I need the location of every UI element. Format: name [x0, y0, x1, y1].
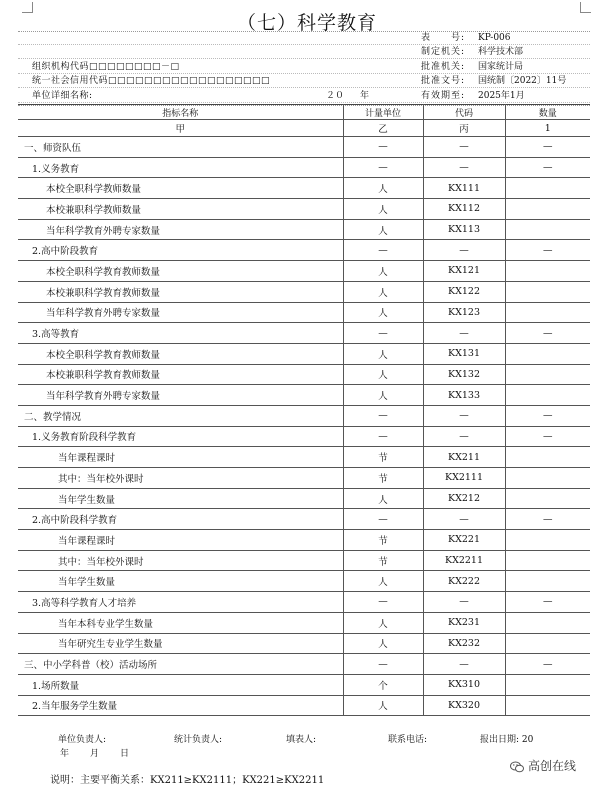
col-letter-name: 甲: [18, 120, 343, 137]
header-row: [18, 90, 590, 103]
indicator-name: 1.义务教育阶段科学教育: [18, 426, 343, 447]
quantity-cell: —: [505, 592, 590, 613]
indicator-name: 当年课程课时: [18, 447, 343, 468]
col-letter-unit: 乙: [343, 120, 423, 137]
unit-cell: 人: [343, 343, 423, 364]
indicator-name: 2.高中阶段科学教育: [18, 509, 343, 530]
header-row: [18, 75, 590, 88]
code-cell: KX121: [423, 261, 505, 282]
indicator-name: 当年本科专业学生数量: [18, 612, 343, 633]
header-row: [18, 46, 590, 59]
unit-cell: 人: [343, 219, 423, 240]
indicator-name: 当年学生数量: [18, 571, 343, 592]
quantity-cell[interactable]: [505, 219, 590, 240]
table-row: [18, 178, 590, 199]
quantity-cell[interactable]: [505, 447, 590, 468]
indicator-name: 当年科学教育外聘专家数量: [18, 302, 343, 323]
code-cell: —: [423, 509, 505, 530]
code-cell: —: [423, 137, 505, 158]
signature-line: [18, 732, 590, 744]
indicator-name: 本校兼职科学教育教师数量: [18, 364, 343, 385]
indicator-name: 当年研究生专业学生数量: [18, 633, 343, 654]
col-header-code: 代码: [423, 105, 505, 120]
code-cell: KX2111: [423, 468, 505, 489]
page-title: （七）科学教育: [236, 12, 377, 34]
header-year-suffix: 年: [360, 90, 370, 101]
header-left-field: 统一社会信用代码□□□□□□□□□□□□□□□□□□: [32, 76, 271, 87]
unit-cell: —: [343, 654, 423, 675]
quantity-cell: —: [505, 426, 590, 447]
table-row: [18, 674, 590, 695]
unit-head-label: 单位负责人:: [58, 735, 107, 745]
indicator-name: 其中：当年校外课时: [18, 468, 343, 489]
quantity-cell: —: [505, 137, 590, 158]
unit-cell: —: [343, 157, 423, 178]
code-cell: KX133: [423, 385, 505, 406]
quantity-cell[interactable]: [505, 385, 590, 406]
header-value: 2025年1月: [478, 90, 525, 101]
code-cell: —: [423, 323, 505, 344]
col-letter-qty: 1: [505, 120, 590, 137]
unit-cell: 个: [343, 674, 423, 695]
unit-cell: 人: [343, 261, 423, 282]
quantity-cell[interactable]: [505, 199, 590, 220]
indicator-name: 三、中小学科普（校）活动场所: [18, 654, 343, 675]
table-row: [18, 488, 590, 509]
quantity-cell[interactable]: [505, 302, 590, 323]
unit-cell: 人: [343, 385, 423, 406]
code-cell: KX122: [423, 281, 505, 302]
indicator-name: 2.高中阶段教育: [18, 240, 343, 261]
indicator-name: 当年学生数量: [18, 488, 343, 509]
watermark: [510, 757, 576, 774]
unit-cell: 人: [343, 302, 423, 323]
code-cell: KX231: [423, 612, 505, 633]
header-year: ２０: [326, 90, 345, 101]
code-cell: —: [423, 157, 505, 178]
header-value: KP-006: [478, 33, 511, 43]
code-cell: KX131: [423, 343, 505, 364]
code-cell: KX212: [423, 488, 505, 509]
indicator-name: 二、教学情况: [18, 405, 343, 426]
col-header-unit: 计量单位: [343, 105, 423, 120]
unit-cell: 节: [343, 530, 423, 551]
table-row: [18, 468, 590, 489]
header-key: 批准机关:: [421, 61, 466, 72]
col-letter-code: 丙: [423, 120, 505, 137]
table-row: [18, 385, 590, 406]
quantity-cell[interactable]: [505, 281, 590, 302]
indicator-name: 3.高等科学教育人才培养: [18, 592, 343, 613]
code-cell: —: [423, 654, 505, 675]
code-cell: —: [423, 426, 505, 447]
table-row: [18, 509, 590, 530]
quantity-cell[interactable]: [505, 343, 590, 364]
table-row: [18, 219, 590, 240]
quantity-cell: —: [505, 405, 590, 426]
table-row: [18, 240, 590, 261]
code-cell: —: [423, 405, 505, 426]
unit-cell: 人: [343, 364, 423, 385]
indicator-name: 1.义务教育: [18, 157, 343, 178]
quantity-cell[interactable]: [505, 633, 590, 654]
quantity-cell: —: [505, 157, 590, 178]
balance-note: 说明：主要平衡关系：KX211≥KX2111；KX221≥KX2211: [50, 775, 325, 786]
quantity-cell[interactable]: [505, 695, 590, 716]
header-key: 表 号:: [421, 33, 466, 43]
unit-cell: 节: [343, 468, 423, 489]
table-row: [18, 695, 590, 716]
code-cell: KX211: [423, 447, 505, 468]
indicator-name: 本校全职科学教师数量: [18, 178, 343, 199]
unit-cell: 节: [343, 447, 423, 468]
table-row: [18, 199, 590, 220]
quantity-cell[interactable]: [505, 261, 590, 282]
code-cell: KX111: [423, 178, 505, 199]
header-key: 有效期至:: [421, 90, 466, 101]
code-cell: KX123: [423, 302, 505, 323]
watermark-text: 高创在线: [528, 759, 577, 773]
table-row: [18, 405, 590, 426]
indicator-name: 当年科学教育外聘专家数量: [18, 219, 343, 240]
code-cell: KX222: [423, 571, 505, 592]
unit-cell: 人: [343, 695, 423, 716]
quantity-cell[interactable]: [505, 674, 590, 695]
unit-cell: 人: [343, 488, 423, 509]
indicator-name: 其中：当年校外课时: [18, 550, 343, 571]
code-cell: KX310: [423, 674, 505, 695]
table-row: [18, 137, 590, 158]
indicator-table: [18, 104, 590, 716]
unit-cell: 人: [343, 281, 423, 302]
header-value: 国统制〔2022〕11号: [478, 76, 567, 87]
quantity-cell[interactable]: [505, 530, 590, 551]
quantity-cell[interactable]: [505, 178, 590, 199]
code-cell: —: [423, 592, 505, 613]
table-row: [18, 323, 590, 344]
quantity-cell[interactable]: [505, 571, 590, 592]
unit-cell: —: [343, 323, 423, 344]
unit-cell: 人: [343, 199, 423, 220]
code-cell: KX132: [423, 364, 505, 385]
header-key: 制定机关:: [421, 47, 466, 58]
indicator-name: 一、师资队伍: [18, 137, 343, 158]
unit-cell: 人: [343, 571, 423, 592]
filler-label: 填表人:: [286, 735, 317, 745]
table-row: [18, 530, 590, 551]
quantity-cell[interactable]: [505, 364, 590, 385]
table-row: [18, 592, 590, 613]
unit-cell: —: [343, 405, 423, 426]
table-row: [18, 426, 590, 447]
unit-cell: 人: [343, 633, 423, 654]
header-row: [18, 32, 590, 45]
unit-cell: 人: [343, 178, 423, 199]
indicator-name: 当年科学教育外聘专家数量: [18, 385, 343, 406]
indicator-name: 1.场所数量: [18, 674, 343, 695]
table-row: [18, 364, 590, 385]
table-row: [18, 612, 590, 633]
report-date-label: 报出日期: 20: [480, 735, 534, 745]
indicator-name: 当年课程课时: [18, 530, 343, 551]
header-value: 国家统计局: [478, 61, 524, 72]
column-letter-row: [18, 120, 590, 137]
header-key: 批准文号:: [421, 76, 466, 87]
table-row: [18, 571, 590, 592]
table-row: [18, 447, 590, 468]
table-row: [18, 157, 590, 178]
form-header: [18, 31, 590, 106]
indicator-name: 本校全职科学教育教师数量: [18, 343, 343, 364]
code-cell: —: [423, 240, 505, 261]
table-row: [18, 281, 590, 302]
quantity-cell[interactable]: [505, 488, 590, 509]
unit-cell: 节: [343, 550, 423, 571]
table-row: [18, 550, 590, 571]
quantity-cell: —: [505, 240, 590, 261]
table-row: [18, 654, 590, 675]
indicator-name: 3.高等教育: [18, 323, 343, 344]
header-row: [18, 61, 590, 74]
unit-cell: —: [343, 592, 423, 613]
quantity-cell: —: [505, 654, 590, 675]
code-cell: KX320: [423, 695, 505, 716]
table-header-row: [18, 105, 590, 120]
indicator-name: 本校全职科学教育教师数量: [18, 261, 343, 282]
quantity-cell: —: [505, 509, 590, 530]
unit-cell: —: [343, 137, 423, 158]
report-date-suffix: 年 月 日: [60, 749, 136, 759]
quantity-cell[interactable]: [505, 550, 590, 571]
indicator-name: 本校兼职科学教育教师数量: [18, 281, 343, 302]
quantity-cell[interactable]: [505, 612, 590, 633]
code-cell: KX2211: [423, 550, 505, 571]
wechat-icon: [510, 761, 524, 773]
header-left-field: 组织机构代码□□□□□□□□－□: [32, 61, 180, 72]
unit-cell: —: [343, 240, 423, 261]
code-cell: KX232: [423, 633, 505, 654]
indicator-name: 2.当年服务学生数量: [18, 695, 343, 716]
table-row: [18, 633, 590, 654]
quantity-cell[interactable]: [505, 468, 590, 489]
phone-label: 联系电话:: [388, 735, 428, 745]
table-row: [18, 302, 590, 323]
quantity-cell: —: [505, 323, 590, 344]
code-cell: KX221: [423, 530, 505, 551]
unit-cell: —: [343, 426, 423, 447]
indicator-name: 本校兼职科学教师数量: [18, 199, 343, 220]
table-row: [18, 261, 590, 282]
unit-cell: —: [343, 509, 423, 530]
table-row: [18, 343, 590, 364]
stat-head-label: 统计负责人:: [174, 735, 223, 745]
col-header-qty: 数量: [505, 105, 590, 120]
unit-cell: 人: [343, 612, 423, 633]
code-cell: KX113: [423, 219, 505, 240]
header-left-field: 单位详细名称:: [32, 90, 93, 101]
code-cell: KX112: [423, 199, 505, 220]
header-value: 科学技术部: [478, 47, 524, 58]
col-header-name: 指标名称: [18, 105, 343, 120]
